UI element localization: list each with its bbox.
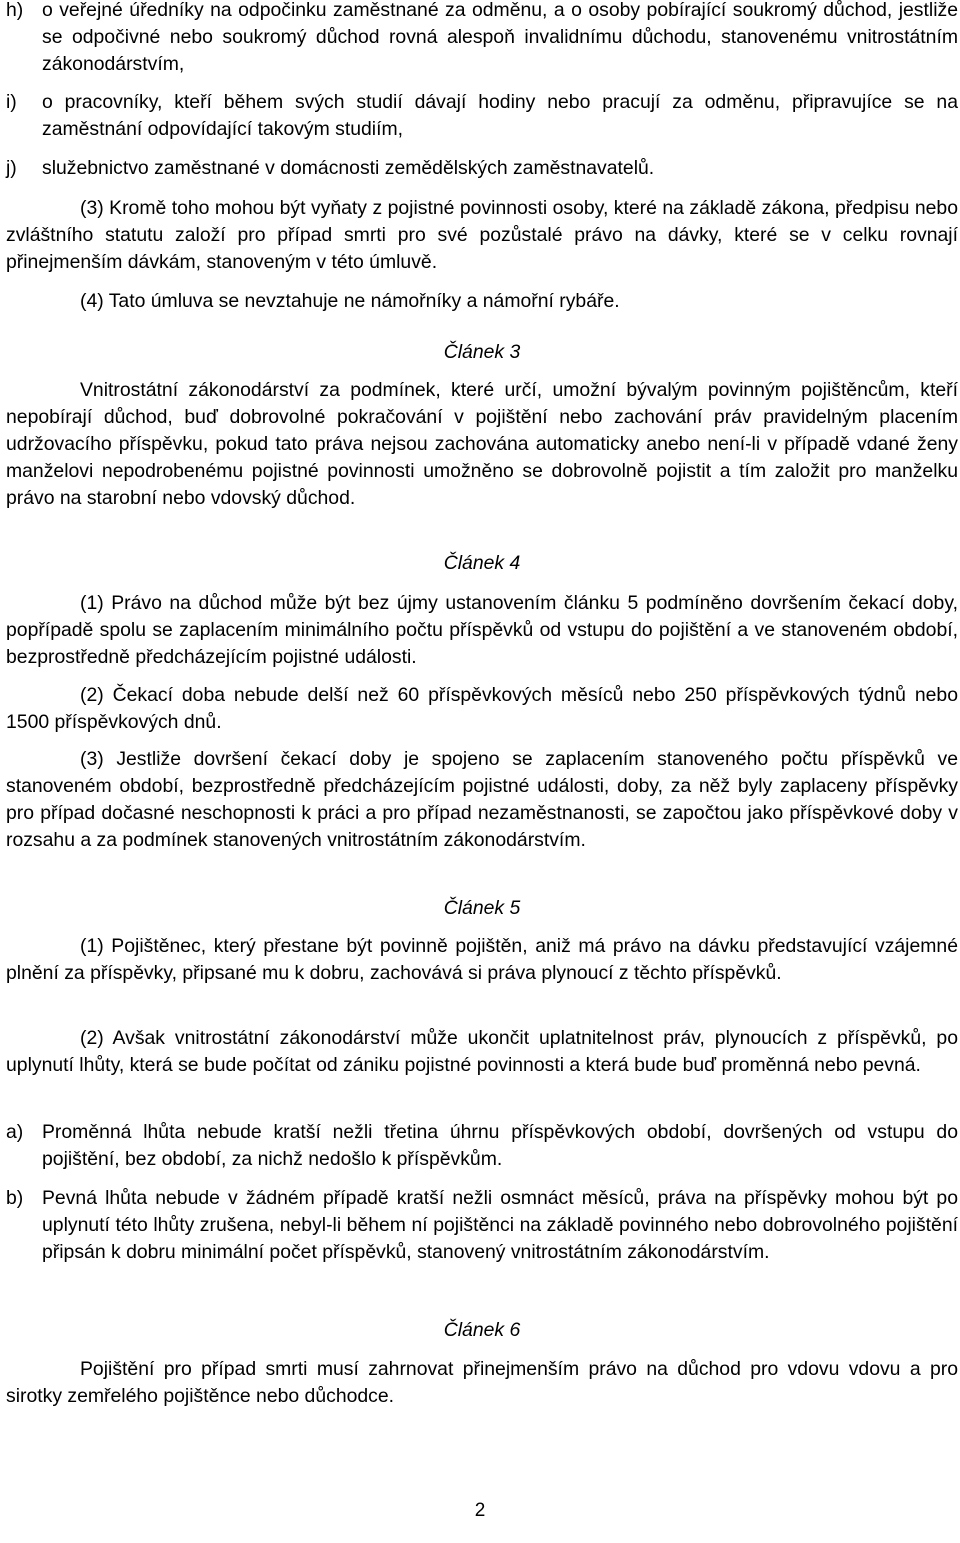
list-label: b) — [6, 1187, 24, 1209]
list-label: i) — [6, 91, 17, 113]
list-label: a) — [6, 1121, 24, 1143]
paragraph-4: (4) Tato úmluva se nevztahuje ne námořníky a námořní rybáře. — [80, 290, 620, 312]
article-5-paragraph-2: (2) Avšak vnitrostátní zákonodárství může ukončit uplatnitelnost práv, plynoucích z příspěvků, po uplynutí lhůty, která se bude počítat od zániku pojistné povinnosti a která bude buď proměnná nebo pevná. — [6, 1027, 958, 1076]
list-text: Pevná lhůta nebude v žádném případě kratší nežli osmnáct měsíců, práva na příspěvky mohou být po uplynutí této lhůty zrušena, nebyl-li během ní pojištěnci na základě povinného nebo dobrovolného pojištění připsán k dobru minimální počet příspěvků, stanovený vnitrostátním zákonodárstvím. — [42, 1187, 958, 1263]
list-text: o veřejné úředníky na odpočinku zaměstnané za odměnu, a o osoby pobírající soukromý důchod, jestliže se odpočivné nebo soukromý důchod rovná alespoň invalidnímu důchodu, stanovenému vnitrostátním zákonodárstvím, — [42, 0, 958, 75]
list-text: služebnictvo zaměstnané v domácnosti zemědělských zaměstnavatelů. — [42, 157, 655, 179]
list-label: h) — [6, 0, 24, 21]
list-item-a — [6, 1119, 958, 1173]
article-6-text: Pojištění pro případ smrti musí zahrnovat přinejmenším právo na důchod pro vdovu vdovu a pro sirotky zemřelého pojištěnce nebo důchodce. — [6, 1358, 958, 1407]
list-text: o pracovníky, kteří během svých studií dávají hodiny nebo pracují za odměnu, připravujíce se na zaměstnání odpovídající takovým studiím, — [42, 91, 958, 140]
list-item-j — [6, 155, 958, 182]
list-label: j) — [6, 157, 17, 179]
list-item-i — [6, 89, 958, 143]
list-item-h — [6, 0, 958, 78]
article-4-paragraph-1: (1) Právo na důchod může být bez újmy ustanovením článku 5 podmíněno dovršením čekací doby, popřípadě spolu se zaplacením minimálního počtu příspěvků od vstupu do pojištění a ve stanoveném období, bezprostředně předcházejícím pojistné události. — [6, 592, 958, 668]
article-3-text: Vnitrostátní zákonodárství za podmínek, které určí, umožní bývalým povinným pojištěncům, kteří nepobírají důchod, buď dobrovolné pokračování v pojištění nebo zachování práv pravidelným placením udržovacího příspěvku, pokud tato práva nejsou zachována automaticky anebo není-li v případě vdané ženy manželovi nepodrobenému pojistné povinnosti umožněno se dobrovolně pojistit a tím založit pro manželku právo na starobní nebo vdovský důchod. — [6, 379, 958, 509]
article-4-paragraph-3: (3) Jestliže dovršení čekací doby je spojeno se zaplacením stanoveného počtu příspěvků ve stanoveném období, bezprostředně předcházejícím pojistné události, doby, za něž byly zaplaceny příspěvky pro případ dočasné neschopnosti k práci a pro případ nezaměstnanosti, se započtou jako příspěvkové doby v rozsahu a za podmínek stanovených vnitrostátním zákonodárstvím. — [6, 748, 958, 851]
article-5-paragraph-1: (1) Pojištěnec, který přestane být povinně pojištěn, aniž má právo na dávku představující vzájemné plnění za příspěvky, připsané mu k dobru, zachovává si práva plynoucí z těchto příspěvků. — [6, 935, 958, 984]
list-text: Proměnná lhůta nebude kratší nežli třetina úhrnu příspěvkových období, dovršených od vstupu do pojištění, bez období, za nichž nedošlo k příspěvkům. — [42, 1121, 958, 1170]
article-3-heading: Článek 3 — [443, 341, 521, 363]
article-4-paragraph-2: (2) Čekací doba nebude delší než 60 příspěvkových měsíců nebo 250 příspěvkových týdnů nebo 1500 příspěvkových dnů. — [6, 684, 958, 733]
paragraph-3: (3) Kromě toho mohou být vyňaty z pojistné povinnosti osoby, které na základě zákona, předpisu nebo zvláštního statutu založí pro případ smrti pro své pozůstalé právo na dávky, které se v celku rovnají přinejmenším dávkám, stanoveným v této úmluvě. — [6, 197, 958, 273]
article-4-heading: Článek 4 — [443, 552, 521, 574]
article-6-heading: Článek 6 — [443, 1319, 521, 1341]
list-item-b — [6, 1185, 958, 1266]
article-5-heading: Článek 5 — [443, 897, 521, 919]
page-number: 2 — [474, 1500, 486, 1521]
